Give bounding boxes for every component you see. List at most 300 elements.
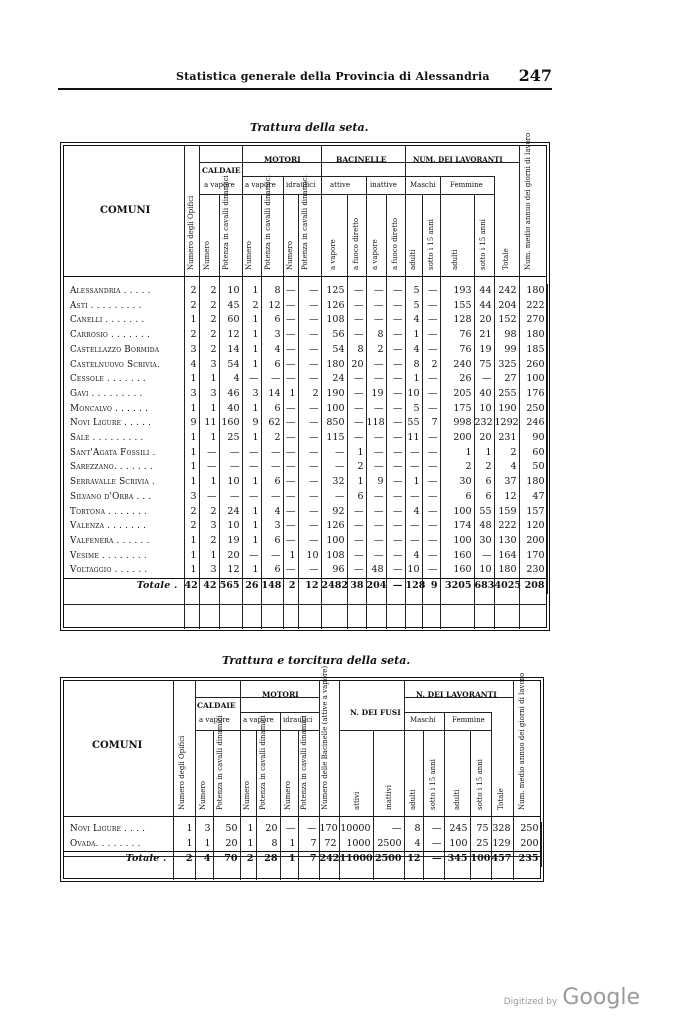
table-cell: 1 (242, 534, 261, 549)
table-cell: 2 (184, 284, 199, 299)
table-cell: 118 (366, 416, 386, 431)
table-cell: — (386, 284, 405, 299)
t2-caldaie-numero: Numero (199, 781, 207, 810)
table-cell: 3 (199, 358, 219, 373)
table-cell: 1 (199, 431, 219, 446)
table-cell: 190 (321, 387, 347, 402)
table-cell: 1 (347, 475, 366, 490)
table-cell: 1 (184, 460, 199, 475)
table-cell: 9 (184, 416, 199, 431)
table-cell: 193 (440, 284, 474, 299)
table-cell: — (261, 549, 283, 564)
table-cell: — (219, 446, 242, 461)
t2-m-adulti: adulti (409, 789, 417, 810)
table-cell: — (280, 822, 298, 837)
table-cell: 1 (242, 519, 261, 534)
table-cell: 242 (319, 852, 339, 867)
table-cell: 190 (494, 402, 519, 417)
table-cell: 6 (261, 563, 283, 578)
table-cell: 100 (440, 534, 474, 549)
table-cell: 4 (494, 460, 519, 475)
table-cell: 2 (199, 534, 219, 549)
table-cell: — (386, 475, 405, 490)
table-cell: 1 (184, 431, 199, 446)
table-cell: 2 (440, 460, 474, 475)
comune-name: Moncalvo . . . . . . (63, 402, 184, 417)
table-cell: — (366, 402, 386, 417)
table-cell: 1 (405, 475, 422, 490)
table-cell: 1 (199, 475, 219, 490)
table-cell: — (422, 299, 440, 314)
table-cell: — (347, 402, 366, 417)
t1-maschi: Maschi (410, 181, 436, 189)
table-cell: 10 (219, 519, 242, 534)
t2-opifici-header: Numero degli Opifici (178, 735, 186, 810)
table-cell: 1 (242, 328, 261, 343)
table-cell: 4 (261, 343, 283, 358)
table-cell: — (298, 299, 321, 314)
table-cell: 2 (199, 343, 219, 358)
table-cell: 1 (242, 358, 261, 373)
table-cell: — (422, 343, 440, 358)
table-cell: 1 (199, 402, 219, 417)
t1-caldaie-numero: Numero (203, 241, 211, 270)
table-row (63, 328, 547, 343)
table-cell: — (298, 402, 321, 417)
table-cell: — (422, 549, 440, 564)
table-cell: 7 (298, 837, 319, 852)
table-cell: 245 (444, 822, 470, 837)
table-cell: 155 (440, 299, 474, 314)
table-cell: 7 (298, 852, 319, 867)
table-cell: 270 (519, 313, 547, 328)
table-cell: 3 (199, 563, 219, 578)
table-cell: 20 (219, 549, 242, 564)
table-cell: 9 (242, 416, 261, 431)
comune-name: Sant'Agata Fossili . (63, 446, 184, 461)
table-cell: — (405, 460, 422, 475)
table-cell: 2 (298, 387, 321, 402)
table-cell: 1000 (339, 837, 373, 852)
comune-name: Sale . . . . . . . . . (63, 431, 184, 446)
table-cell: 32 (321, 475, 347, 490)
table-cell: 27 (494, 372, 519, 387)
watermark-prefix: Digitized by (503, 997, 558, 1007)
table-cell: — (199, 446, 219, 461)
table-cell: 14 (219, 343, 242, 358)
table-cell: — (422, 284, 440, 299)
table-cell: 20 (474, 313, 494, 328)
table-cell: 1 (199, 549, 219, 564)
table-cell: 1 (184, 402, 199, 417)
table-cell: — (366, 519, 386, 534)
table-cell: 6 (261, 475, 283, 490)
table-cell: — (298, 822, 319, 837)
table-cell: 6 (474, 490, 494, 505)
t1-motori-header: MOTORI (264, 155, 301, 164)
table-cell: 100 (470, 852, 491, 867)
table-cell: 108 (321, 549, 347, 564)
table-cell: — (298, 519, 321, 534)
silk-reeling-throwing-table (63, 822, 542, 867)
table-cell: — (261, 460, 283, 475)
table-cell: 1 (242, 505, 261, 520)
t2-f-sotto15: sotto i 15 anni (476, 759, 484, 810)
table-cell: 2 (199, 328, 219, 343)
table-cell: — (298, 343, 321, 358)
table-cell: — (298, 475, 321, 490)
table-cell: 2 (261, 431, 283, 446)
table-cell: 48 (474, 519, 494, 534)
table-cell: 2 (347, 460, 366, 475)
t2-motori-i-potenza: Potenza in cavalli dinamici (300, 715, 308, 810)
table-cell: — (386, 387, 405, 402)
t1-motori-vapore: a vapore (245, 181, 276, 189)
table-cell: 90 (519, 431, 547, 446)
table-row (63, 416, 547, 431)
table-cell: 1 (347, 446, 366, 461)
table-cell: 72 (319, 837, 339, 852)
table-cell: 1 (173, 837, 195, 852)
total-label: Totale . (63, 852, 173, 867)
t1-caldaie-header: CALDAIE (202, 166, 241, 175)
table-cell: — (422, 387, 440, 402)
table-cell: — (283, 519, 298, 534)
table-cell: 180 (519, 284, 547, 299)
table-cell: 12 (219, 563, 242, 578)
table-cell: — (366, 549, 386, 564)
table-cell: 100 (321, 402, 347, 417)
table-cell: 174 (440, 519, 474, 534)
total-row (63, 852, 541, 867)
table-cell: 76 (440, 328, 474, 343)
t2-motori-v-potenza: Potenza in cavalli dinamici (259, 715, 267, 810)
table-cell: — (283, 563, 298, 578)
table-cell: 26 (440, 372, 474, 387)
table-cell: 12 (494, 490, 519, 505)
table-cell: 11 (199, 416, 219, 431)
table-cell: — (261, 372, 283, 387)
table-cell: — (283, 505, 298, 520)
table-cell: 10000 (339, 822, 373, 837)
table-cell: — (422, 446, 440, 461)
table-cell: — (422, 475, 440, 490)
table-cell: 4 (261, 505, 283, 520)
table-cell: — (298, 416, 321, 431)
table-cell: 148 (261, 579, 283, 594)
table-cell: 96 (321, 563, 347, 578)
table-cell: 170 (519, 549, 547, 564)
table-cell: — (386, 372, 405, 387)
table-cell: 40 (219, 402, 242, 417)
table2-caption: Trattura e torcitura della seta. (222, 654, 411, 667)
table-cell: 24 (321, 372, 347, 387)
t1-f-sotto15: sotto i 15 anni (479, 219, 487, 270)
table-cell: 1 (184, 549, 199, 564)
table-cell: 2 (184, 299, 199, 314)
table-cell: 4025 (494, 579, 519, 594)
t1-m-adulti: adulti (409, 249, 417, 270)
t1-totale: Totale (502, 248, 510, 270)
table-cell: 44 (474, 299, 494, 314)
table-cell: 230 (519, 563, 547, 578)
table-cell: — (422, 519, 440, 534)
t1-bacinelle-header: BACINELLE (336, 155, 387, 164)
table-cell: — (366, 372, 386, 387)
table-cell: — (386, 490, 405, 505)
table-cell: 1 (184, 534, 199, 549)
table-cell: 325 (494, 358, 519, 373)
table-cell: — (422, 328, 440, 343)
table-cell: 20 (256, 822, 280, 837)
table-cell: — (386, 416, 405, 431)
table-cell: 1 (184, 475, 199, 490)
t2-motori-header: MOTORI (262, 690, 299, 699)
table-cell: — (298, 490, 321, 505)
table-cell: 4 (405, 505, 422, 520)
table-cell: — (386, 534, 405, 549)
table-cell: 2 (199, 284, 219, 299)
table-cell: 19 (219, 534, 242, 549)
table-cell: — (347, 563, 366, 578)
google-logo: Google (562, 985, 640, 1010)
table-cell: — (366, 358, 386, 373)
table-cell: 2500 (373, 852, 404, 867)
comune-name: Asti . . . . . . . . . (63, 299, 184, 314)
comune-name: Tortona . . . . . . . (63, 505, 184, 520)
table1-caption: Trattura della seta. (250, 121, 369, 134)
table-cell: 1 (440, 446, 474, 461)
table-cell: 345 (444, 852, 470, 867)
t1-bacinelle-inattive: inattive (370, 181, 397, 189)
t2-caldaie-header: CALDAIE (197, 701, 236, 710)
table-cell: 1 (184, 313, 199, 328)
t1-bacinelle-attive: attive (330, 181, 351, 189)
running-header (58, 60, 552, 90)
table-row (63, 313, 547, 328)
table-cell: 1 (184, 563, 199, 578)
table-cell: 100 (440, 505, 474, 520)
table-cell: 37 (494, 475, 519, 490)
table-cell: 4 (404, 837, 423, 852)
table-cell: — (386, 313, 405, 328)
comune-name: Vesime . . . . . . . . (63, 549, 184, 564)
table-row (63, 822, 541, 837)
t2-m-sotto15: sotto i 15 anni (429, 759, 437, 810)
table-cell: 4 (405, 343, 422, 358)
table-cell: 4 (184, 358, 199, 373)
t1-lavoranti-header: NUM. DEI LAVORANTI (413, 155, 503, 164)
table-cell: 6 (261, 313, 283, 328)
comune-name: Valenza . . . . . . . (63, 519, 184, 534)
table-cell: — (347, 328, 366, 343)
table-cell: — (423, 837, 444, 852)
table-cell: 200 (513, 837, 541, 852)
table-cell: — (242, 460, 261, 475)
table-cell: 20 (213, 837, 240, 852)
table-cell: 170 (319, 822, 339, 837)
table-cell: — (283, 284, 298, 299)
table-cell: 129 (491, 837, 513, 852)
table-cell: — (199, 460, 219, 475)
comune-name: Novi Ligure . . . . . (63, 416, 184, 431)
table-row (63, 284, 547, 299)
table-cell: 2 (184, 505, 199, 520)
table-cell: 260 (519, 358, 547, 373)
table-cell: 126 (321, 519, 347, 534)
table-cell: — (386, 299, 405, 314)
t1-b-inatt-vapore: a vapore (371, 239, 379, 270)
table-cell: — (366, 534, 386, 549)
table-cell: 2 (422, 358, 440, 373)
table-cell: — (386, 460, 405, 475)
t2-motori-i-numero: Numero (284, 781, 292, 810)
table-cell: — (366, 505, 386, 520)
table-cell: — (386, 358, 405, 373)
table-cell: 19 (366, 387, 386, 402)
table-cell: 4 (195, 852, 213, 867)
t2-fusi-header: N. DEI FUSI (350, 708, 401, 717)
table-cell: — (298, 313, 321, 328)
table-cell: 60 (219, 313, 242, 328)
table-cell: 1 (173, 822, 195, 837)
table-cell: 75 (474, 358, 494, 373)
table-cell: — (283, 372, 298, 387)
comune-name: Gavi . . . . . . . . . (63, 387, 184, 402)
t1-caldaie-vapore: a vapore (204, 181, 235, 189)
table-cell: — (347, 519, 366, 534)
table-cell: — (423, 822, 444, 837)
table-cell: 50 (213, 822, 240, 837)
table-cell: — (386, 328, 405, 343)
table-cell: — (347, 284, 366, 299)
table-cell: — (298, 328, 321, 343)
table-cell: 99 (494, 343, 519, 358)
comune-name: Sarezzano. . . . . . . (63, 460, 184, 475)
table-row (63, 837, 541, 852)
t1-b-inatt-fuoco: a fuoco diretto (391, 217, 399, 270)
table-cell: — (366, 490, 386, 505)
table-cell: 26 (242, 579, 261, 594)
table-cell: 12 (404, 852, 423, 867)
table-cell: 50 (519, 460, 547, 475)
t2-giorni: Num. medio annuo dei giorni di lavoro (518, 672, 526, 810)
table-cell: — (474, 372, 494, 387)
table-cell: 8 (404, 822, 423, 837)
table-cell: — (405, 519, 422, 534)
table-cell: — (298, 446, 321, 461)
table-row (63, 460, 547, 475)
t1-giorni: Num. medio annuo dei giorni di lavoro (524, 132, 532, 270)
table-cell: 222 (494, 519, 519, 534)
table-cell: — (242, 372, 261, 387)
table-cell: 159 (494, 505, 519, 520)
table-cell: — (298, 431, 321, 446)
table-cell: 126 (321, 299, 347, 314)
table-cell: — (298, 534, 321, 549)
table-cell: 3 (184, 490, 199, 505)
table-cell: 10 (474, 563, 494, 578)
comune-name: Alessandria . . . . . (63, 284, 184, 299)
table-cell: — (199, 490, 219, 505)
table-cell: 100 (444, 837, 470, 852)
table-cell: 180 (519, 328, 547, 343)
table-cell: 2 (199, 299, 219, 314)
table-cell: 98 (494, 328, 519, 343)
table-cell: 204 (494, 299, 519, 314)
table-cell: 3 (184, 343, 199, 358)
comune-name: Castelnuovo Scrivia. (63, 358, 184, 373)
table-cell: 255 (494, 387, 519, 402)
t2-lavoranti-header: N. DEI LAVORANTI (416, 690, 497, 699)
table-cell: — (283, 446, 298, 461)
table-row (63, 519, 547, 534)
comune-name: Canelli . . . . . . . (63, 313, 184, 328)
t1-b-att-vapore: a vapore (329, 239, 337, 270)
t2-caldaie-vapore: a vapore (199, 716, 230, 724)
table-cell: 92 (321, 505, 347, 520)
table-cell: 55 (474, 505, 494, 520)
silk-reeling-table (63, 284, 548, 594)
table-cell: 5 (405, 284, 422, 299)
table-cell: — (366, 299, 386, 314)
table-cell: 2 (494, 446, 519, 461)
table-cell: 3 (195, 822, 213, 837)
table-cell: — (366, 284, 386, 299)
table-cell: — (347, 431, 366, 446)
table-cell: — (422, 534, 440, 549)
table-cell: 100 (519, 372, 547, 387)
table-cell: 125 (321, 284, 347, 299)
table-cell: 108 (321, 313, 347, 328)
table-row (63, 446, 547, 461)
table-cell: — (366, 431, 386, 446)
table-cell: 42 (199, 579, 219, 594)
table-cell: — (242, 490, 261, 505)
table-cell: 1 (405, 372, 422, 387)
table-cell: 1 (242, 313, 261, 328)
table-cell: 1 (242, 475, 261, 490)
table-cell: 242 (494, 284, 519, 299)
comune-name: Castellazzo Bormida (63, 343, 184, 358)
table-cell: — (386, 549, 405, 564)
table-cell: 128 (440, 313, 474, 328)
table-cell: 6 (261, 534, 283, 549)
table-cell: 25 (219, 431, 242, 446)
table-cell: 128 (405, 579, 422, 594)
table-cell: — (298, 460, 321, 475)
table-cell: 2 (173, 852, 195, 867)
table-cell: 235 (513, 852, 541, 867)
table-cell: 6 (261, 358, 283, 373)
table-cell: 1 (242, 563, 261, 578)
table-cell: 9 (366, 475, 386, 490)
table-cell: 1 (242, 431, 261, 446)
table-cell: 10 (405, 387, 422, 402)
table-cell: 4 (219, 372, 242, 387)
table-cell: 47 (519, 490, 547, 505)
table-cell: 14 (261, 387, 283, 402)
table-cell: — (405, 446, 422, 461)
table-cell: 998 (440, 416, 474, 431)
table-cell: 8 (366, 328, 386, 343)
table-cell: 1 (283, 549, 298, 564)
table-cell: 3 (199, 519, 219, 534)
table-cell: 1 (405, 328, 422, 343)
table-cell: — (283, 313, 298, 328)
table-cell: 11000 (339, 852, 373, 867)
t1-comuni-header: COMUNI (100, 205, 151, 216)
